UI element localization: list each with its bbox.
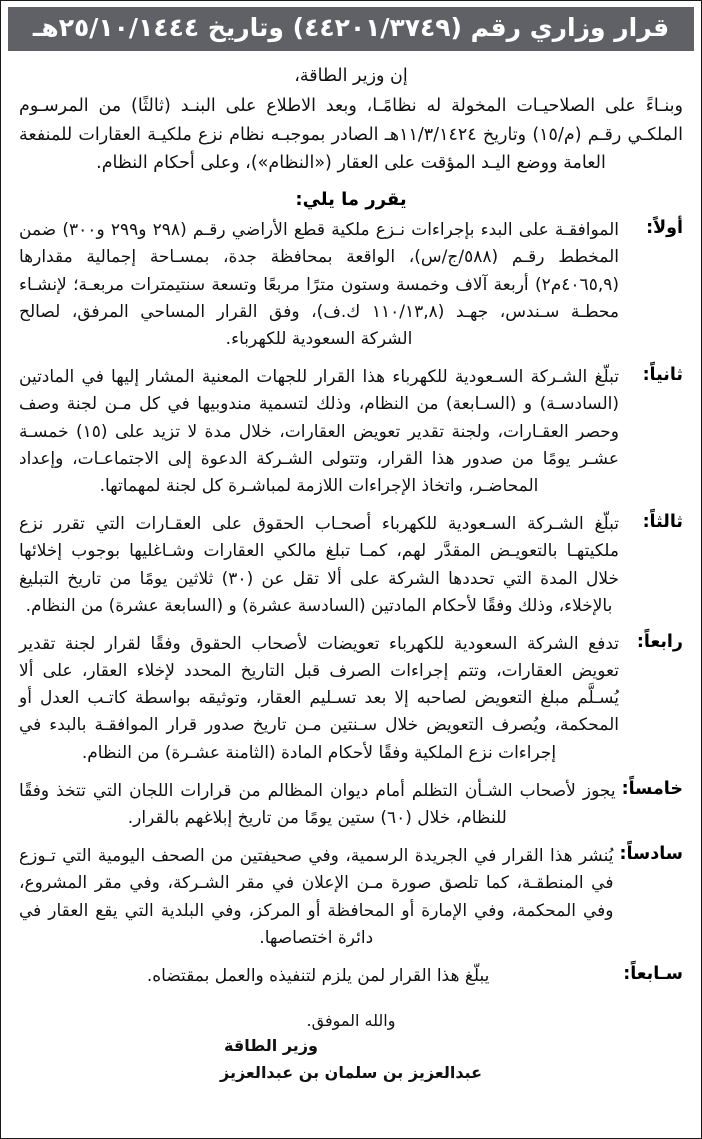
bottom-spacer [19, 1082, 683, 1134]
clause-third [19, 511, 683, 620]
clause-fourth [19, 631, 683, 767]
signature-block [19, 1036, 683, 1082]
clause-label: رابعاً: [636, 631, 683, 652]
clause-text: يُنشر هذا القرار في الجريدة الرسمية، وفي صحيفتين من الصحف اليومية التي تـوزع في المنطقـة، كما تلصق صورة مـن الإعلان في مقر الشـركة، وفي مقر المشروع، وفي المحكمة، وفي الإمارة أو المحافظة أو المركز، وفي البلدية التي يقع العقار في دائرة اختصاصها. [19, 846, 614, 948]
clause-fifth [19, 778, 683, 832]
clause-seventh [19, 963, 683, 990]
closing-pious-phrase: والله الموفق. [306, 1011, 396, 1031]
document-body [1, 51, 701, 1138]
preamble-legal-basis: وبنـاءً على الصلاحيـات المخولة له نظامًـا، وبعد الاطلاع على البنـد (ثالثًا) من المرسـوم الملكـي رقـم (م/١٥) وتاريخ ١١/٣/١٤٢٤هـ الصادر بموجبـه نظام نزع ملكيـة العقارات للمنفعة العامة ووضع اليـد المؤقت على العقار («النظام»)، وعلى أحكام النظام. [19, 96, 683, 173]
clause-label: سادساً: [619, 844, 683, 865]
decides-heading: يقرر ما يلي: [295, 189, 407, 211]
clause-text: الموافقـة على البدء بإجراءات نـزع ملكية قطع الأراضي رقـم (٢٩٨ و٢٩٩ و٣٠٠) ضمن المخطط رقـم (٥٨٨/ج/س)، الواقعة بمحافظة جدة، بمسـاحة إجمالية مقدارها (٤٠٦٥,٩م٢) أربعة آلاف وخمسة وستون مترًا مربعًا وتسعة سنتيمترات مربعـة؛ لإنشـاء محطـة سـندس، جهـد (١١٠/١٣,٨ ك.ف)، وفق القرار المساحي المرفق، لصالح الشركة السعودية للكهرباء. [19, 220, 619, 350]
clause-text: تدفع الشركة السعودية للكهرباء تعويضات لأصحاب الحقوق وفقًا لقرار لجنة تقدير تعويض العقارات، وتتم إجراءات الصرف قبل التاريخ المحدد لإخلاء العقار، على ألا يُسـلَّم مبلغ التعويض لصاحبه إلا بعد تسـليم العقار، وتوثيقه بواسطة كاتـب العدل أو المحكمة، ويُصرف التعويض خلال سـنتين مـن تاريخ صدور قرار الموافقـة بالبدء في إجراءات نزع الملكية وفقًا لأحكام المادة (الثامنة عشـرة) من النظام. [19, 633, 619, 763]
clause-label: ثانياً: [642, 365, 683, 386]
clause-label: سـابعاً: [623, 963, 683, 984]
clause-label: ثالثاً: [642, 512, 683, 533]
clause-label: أولاً: [646, 218, 683, 239]
clause-text: يبلّغ هذا القرار لمن يلزم لتنفيذه والعمل بمقتضاه. [146, 965, 490, 986]
clause-first [19, 217, 683, 353]
signer-name: عبدالعزيز بن سلمان بن عبدالعزيز [219, 1063, 483, 1083]
clause-sixth [19, 843, 683, 952]
clause-text: يجوز لأصحاب الشـأن التظلم أمام ديوان المظالم من قرارات اللجان التي تتخذ وفقًا للنظام، خلال (٦٠) ستين يومًا من تاريخ إبلاغهم بالقرار. [19, 780, 616, 829]
clause-second [19, 364, 683, 500]
clause-label: خامساً: [621, 778, 683, 799]
document-title-bar: قرار وزاري رقم (٤٤٢٠١/٣٧٤٩) وتاريخ ٢٥/١٠/١٤٤٤هـ [8, 7, 694, 51]
clause-text: تبلّغ الشـركة السـعودية للكهرباء أصحـاب الحقوق على العقـارات التي تقرر نزع ملكيتهـا بالتعويـض المقدَّر لهم، كمـا تبلغ مالكي العقارات وشـاغليها بوجوب إخلائها خلال المدة التي تحددها الشركة على ألا تقل عن (٣٠) ثلاثين يومًا من تاريخ التبليغ بالإخلاء، وذلك وفقًا لأحكام المادتين (السادسة عشرة) و (السابعة عشرة) من النظام. [19, 514, 620, 616]
preamble-opening: إن وزير الطاقة، [294, 66, 408, 86]
clause-text: تبلّغ الشـركة السـعودية للكهرباء هذا القرار للجهات المعنية المشار إليها في المادتين (السادسـة) و (السـابعة) من النظام، وذلك لتسمية مندوبيها في كل مـن لجنة وصف وحصر العقـارات، ولجنة تقدير تعويض العقارات، خلال مدة لا تزيد على (١٥) خمسـة عشـر يومًا من صدور هذا القرار، وتتولى الشـركة الدعوة إلى الاجتماعـات، وإعداد المحاضـر، واتخاذ الإجراءات اللازمة لمباشـرة كل لجنة لمهماتها. [19, 367, 619, 496]
signer-title: وزير الطاقة [224, 1036, 318, 1056]
